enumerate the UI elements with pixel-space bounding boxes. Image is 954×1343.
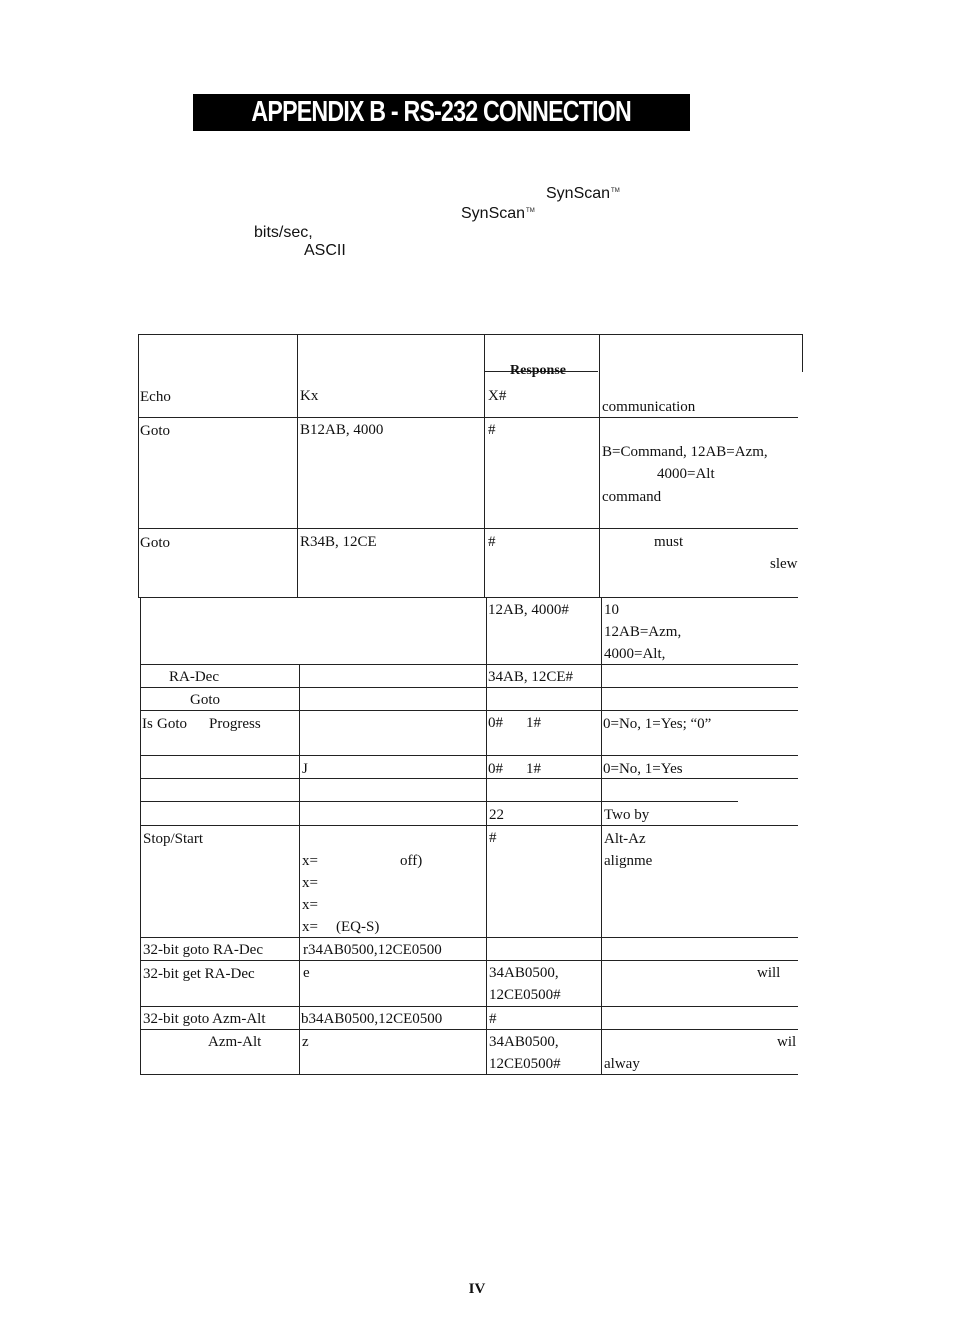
row3-command: R34B, 12CE bbox=[300, 534, 377, 550]
row1-response: X# bbox=[488, 388, 507, 404]
row2-response: # bbox=[488, 422, 496, 438]
row9-note: Two by bbox=[604, 807, 650, 823]
row14-response-2: 12CE0500# bbox=[489, 1056, 561, 1072]
row2-note-1: B=Command, 12AB=Azm, bbox=[602, 444, 768, 460]
row7-note: 0=No, 1=Yes; “0” bbox=[603, 716, 712, 732]
intro-synscan-1: SynScan™ bbox=[546, 185, 620, 202]
appendix-title: APPENDIX B - RS-232 CONNECTION bbox=[251, 96, 632, 128]
row14-command: z bbox=[302, 1034, 309, 1050]
row4-note-1: 10 bbox=[604, 602, 619, 618]
row10-note-1: Alt-Az bbox=[604, 831, 646, 847]
row2-description: Goto bbox=[140, 423, 170, 439]
row13-description: 32-bit goto Azm-Alt bbox=[143, 1011, 266, 1027]
row4-response: 12AB, 4000# bbox=[488, 602, 569, 618]
row14-note-1: wil bbox=[777, 1034, 797, 1050]
row10-command-3: x= bbox=[302, 875, 318, 891]
row8-response-b: 1# bbox=[526, 761, 541, 777]
intro-synscan-2: SynScan™ bbox=[461, 205, 535, 222]
row5-description: RA-Dec bbox=[169, 669, 219, 685]
intro-bits: bits/sec, bbox=[254, 224, 313, 241]
row8-command: J bbox=[302, 761, 308, 777]
row1-description: Echo bbox=[140, 389, 171, 405]
row3-note-2: slew bbox=[770, 556, 798, 572]
row3-response: # bbox=[488, 534, 496, 550]
row12-note: will bbox=[757, 965, 781, 981]
row13-response: # bbox=[489, 1011, 497, 1027]
row9-response: 22 bbox=[489, 807, 504, 823]
row10-command-2: off) bbox=[400, 853, 423, 869]
row10-command-1: x= bbox=[302, 853, 318, 869]
row12-response-1: 34AB0500, bbox=[489, 965, 559, 981]
row14-note-2: alway bbox=[604, 1056, 640, 1072]
row8-note: 0=No, 1=Yes bbox=[603, 761, 683, 777]
row13-command: b34AB0500,12CE0500 bbox=[301, 1011, 443, 1027]
appendix-title-banner bbox=[193, 94, 690, 131]
row7-response-a: 0# bbox=[488, 715, 503, 731]
row1-note: communication bbox=[602, 399, 696, 415]
header-response: Response bbox=[510, 363, 567, 378]
row10-response: # bbox=[489, 830, 497, 846]
row7-description: Goto bbox=[157, 716, 187, 732]
row10-description: Stop/Start bbox=[143, 831, 204, 847]
row12-response-2: 12CE0500# bbox=[489, 987, 561, 1003]
row10-command-6: (EQ-S) bbox=[336, 919, 380, 935]
row7-description-b: Progress bbox=[209, 716, 261, 732]
row10-command-5: x= bbox=[302, 919, 318, 935]
row7-description-a: Is bbox=[142, 716, 153, 732]
row11-command: r34AB0500,12CE0500 bbox=[303, 942, 442, 958]
row2-command: B12AB, 4000 bbox=[300, 422, 384, 438]
row4-note-2: 12AB=Azm, bbox=[604, 624, 682, 640]
row6-description: Goto bbox=[190, 692, 220, 708]
row4-note-3: 4000=Alt, bbox=[604, 646, 666, 662]
row1-command: Kx bbox=[300, 388, 319, 404]
row2-note-2: 4000=Alt bbox=[657, 466, 715, 482]
row10-note-2: alignme bbox=[604, 853, 653, 869]
row8-response-a: 0# bbox=[488, 761, 503, 777]
row11-description: 32-bit goto RA-Dec bbox=[143, 942, 263, 958]
row12-description: 32-bit get RA-Dec bbox=[143, 966, 255, 982]
row7-response-b: 1# bbox=[526, 715, 541, 731]
row3-note-1: must bbox=[654, 534, 684, 550]
row12-command: e bbox=[303, 965, 310, 981]
page-number: IV bbox=[468, 1281, 486, 1297]
row14-response-1: 34AB0500, bbox=[489, 1034, 559, 1050]
intro-ascii: ASCII bbox=[304, 242, 346, 259]
row10-command-4: x= bbox=[302, 897, 318, 913]
row3-description: Goto bbox=[140, 535, 170, 551]
row2-note-3: command bbox=[602, 489, 662, 505]
row5-response: 34AB, 12CE# bbox=[488, 669, 574, 685]
row14-description: Azm-Alt bbox=[208, 1034, 262, 1050]
